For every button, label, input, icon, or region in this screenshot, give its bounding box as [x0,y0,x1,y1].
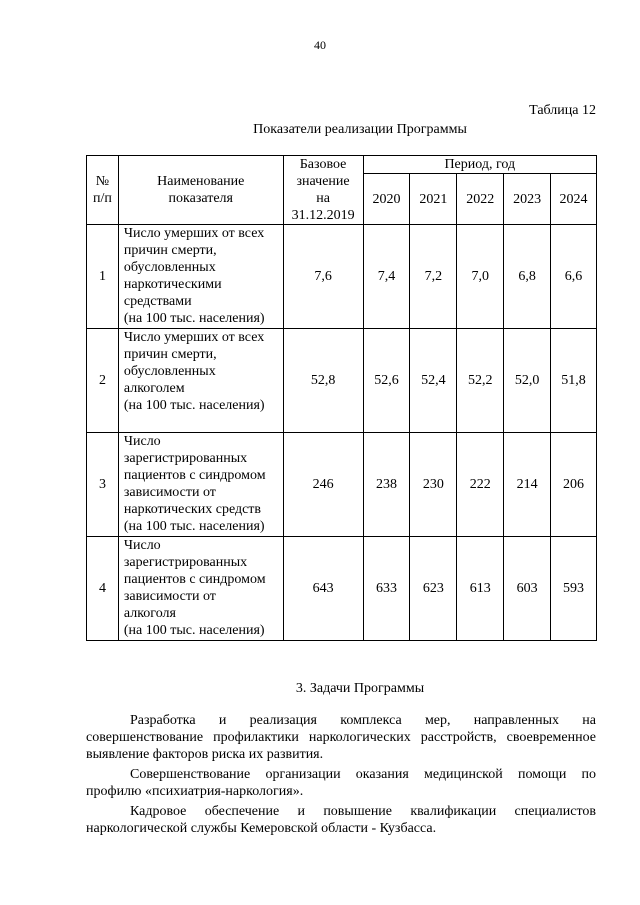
cell-num: 1 [87,225,119,329]
header-year: 2023 [504,174,551,225]
cell-value: 623 [410,537,457,641]
table-row [87,537,597,641]
table-row [87,433,597,537]
cell-value: 238 [363,433,410,537]
table-label: Таблица 12 [529,103,596,118]
cell-name: Число зарегистрированных пациентов с синдромом зависимости от наркотических средств (на 100 тыс. населения) [118,433,283,537]
cell-value: 52,4 [410,329,457,433]
cell-value: 7,2 [410,225,457,329]
header-year: 2022 [457,174,504,225]
page-number: 40 [314,38,326,52]
cell-base: 246 [283,433,363,537]
cell-value: 6,6 [551,225,597,329]
cell-value: 613 [457,537,504,641]
header-year: 2024 [551,174,597,225]
cell-value: 633 [363,537,410,641]
cell-base: 643 [283,537,363,641]
body-text [86,712,596,840]
cell-value: 214 [504,433,551,537]
indicators-table [86,155,597,641]
cell-value: 51,8 [551,329,597,433]
paragraph: Кадровое обеспечение и повышение квалификации специалистов наркологической службы Кемеровской области - Кузбасса. [86,804,596,836]
cell-value: 206 [551,433,597,537]
cell-value: 593 [551,537,597,641]
header-name [118,156,283,225]
cell-value: 52,2 [457,329,504,433]
section-title: 3. Задачи Программы [295,681,425,696]
cell-num: 2 [87,329,119,433]
paragraph: Совершенствование организации оказания медицинской помощи по профилю «психиатрия-наркология». [86,767,596,799]
header-num-text: № п/п [93,174,112,206]
cell-name: Число умерших от всех причин смерти, обусловленных алкоголем (на 100 тыс. населения) [118,329,283,433]
table-row [87,225,597,329]
header-year: 2021 [410,174,457,225]
header-name-text: Наименование показателя [157,174,245,206]
cell-value: 603 [504,537,551,641]
cell-value: 230 [410,433,457,537]
header-base-text: Базовое значение на 31.12.2019 [291,157,355,223]
paragraph: Разработка и реализация комплекса мер, направленных на совершенствование профилактики наркологических расстройств, своевременное выявление факторов риска их развития. [86,713,596,762]
cell-value: 222 [457,433,504,537]
header-num [87,156,119,225]
cell-name: Число умерших от всех причин смерти, обусловленных наркотическими средствами (на 100 тыс. населения) [118,225,283,329]
cell-base: 52,8 [283,329,363,433]
table-title: Показатели реализации Программы [253,122,467,137]
cell-value: 52,0 [504,329,551,433]
cell-value: 6,8 [504,225,551,329]
header-year: 2020 [363,174,410,225]
cell-value: 7,0 [457,225,504,329]
header-period: Период, год [363,156,596,174]
cell-num: 4 [87,537,119,641]
table-row [87,329,597,433]
cell-value: 52,6 [363,329,410,433]
header-base [283,156,363,225]
cell-value: 7,4 [363,225,410,329]
cell-name: Число зарегистрированных пациентов с синдромом зависимости от алкоголя (на 100 тыс. населения) [118,537,283,641]
cell-num: 3 [87,433,119,537]
cell-base: 7,6 [283,225,363,329]
